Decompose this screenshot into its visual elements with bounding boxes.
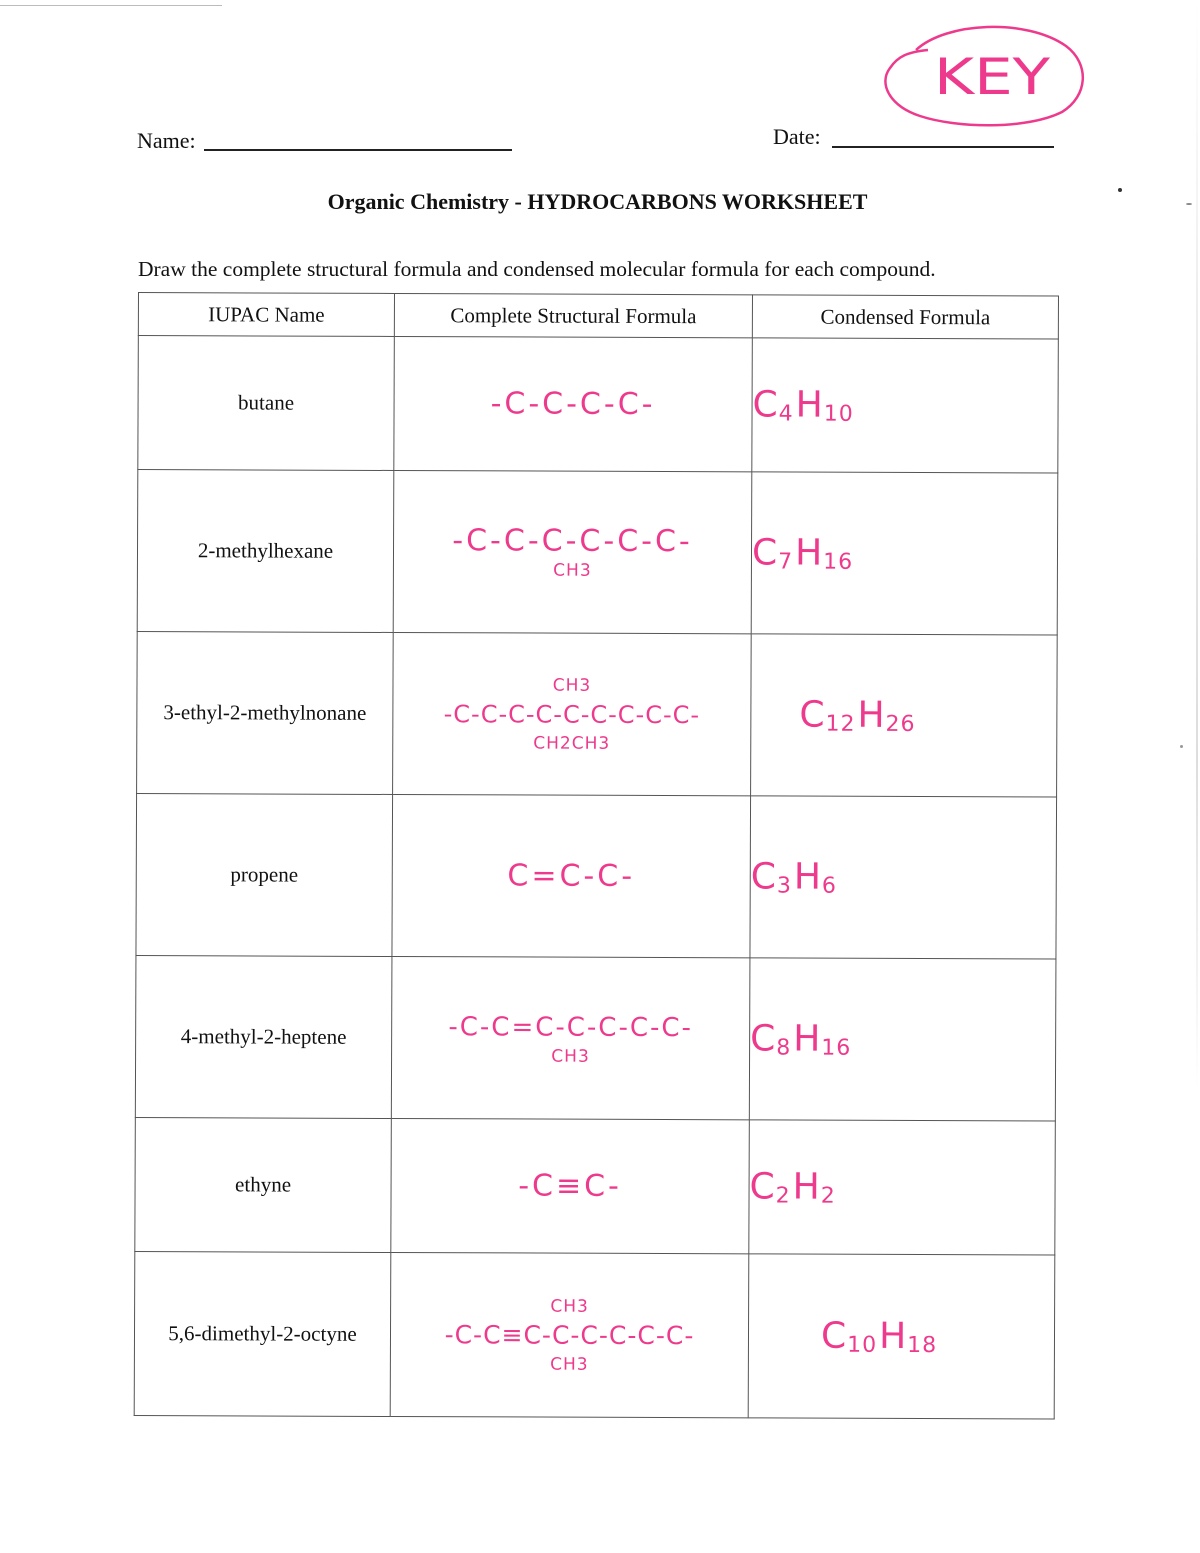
structural-formula-cell	[393, 632, 752, 795]
column-header-iupac-name: IUPAC Name	[138, 293, 394, 337]
name-field-line[interactable]	[204, 149, 512, 151]
condensed-formula-cell	[750, 796, 1057, 959]
formula-carbon-symbol: C	[750, 855, 777, 897]
formula-hydrogen-count: 10	[823, 401, 854, 427]
structure-chain: C=C-C-	[507, 857, 636, 894]
date-field-line[interactable]	[832, 146, 1054, 148]
formula-hydrogen-symbol: H	[879, 1315, 908, 1357]
answer-key-circle	[876, 12, 1092, 130]
name-label: Name:	[137, 128, 196, 153]
condensed-formula-cell	[749, 1120, 1056, 1255]
table-row	[138, 336, 1059, 474]
formula-hydrogen-count: 16	[821, 1035, 852, 1061]
formula-hydrogen-symbol: H	[793, 1018, 822, 1060]
compound-name: 3-ethyl-2-methylnonane	[137, 631, 394, 794]
compound-name: ethyne	[135, 1117, 392, 1252]
structure-chain: -C-C≡C-C-C-C-C-C-	[444, 1319, 695, 1350]
table-row	[137, 470, 1058, 636]
structural-formula-cell	[393, 470, 752, 633]
structure-chain: -C-C-C-C-	[490, 385, 656, 422]
formula-hydrogen-count: 26	[885, 711, 916, 737]
formula-hydrogen-symbol: H	[793, 856, 823, 898]
structural-formula-cell	[391, 956, 750, 1119]
structure-chain: -C-C-C-C-C-C-C-C-C-	[443, 699, 701, 729]
instructions-text: Draw the complete structural formula and condensed molecular formula for each compound.	[138, 257, 936, 281]
condensed-formula-cell	[749, 958, 1056, 1121]
formula-carbon-count: 8	[776, 1034, 792, 1061]
column-header-structural-formula: Complete Structural Formula	[394, 293, 752, 337]
scan-right-edge-shadow	[1196, 0, 1198, 1090]
structure-substituent-below: CH3	[550, 1354, 589, 1375]
table-row	[135, 955, 1056, 1121]
formula-carbon-count: 2	[775, 1182, 791, 1209]
compound-name: butane	[138, 336, 395, 471]
formula-carbon-symbol: C	[751, 531, 779, 573]
condensed-formula-cell	[748, 1254, 1055, 1419]
answer-key-text: KEY	[934, 48, 1051, 106]
formula-hydrogen-count: 16	[823, 549, 854, 575]
condensed-formula-cell	[751, 634, 1058, 797]
formula-carbon-symbol: C	[820, 1315, 848, 1357]
column-header-condensed-formula: Condensed Formula	[752, 295, 1058, 339]
structure-substituent-below: CH3	[553, 560, 592, 581]
compound-name: 4-methyl-2-heptene	[135, 955, 392, 1118]
formula-hydrogen-count: 6	[821, 873, 837, 899]
formula-hydrogen-symbol: H	[792, 1166, 821, 1208]
scan-edge-line	[0, 5, 222, 6]
table-row	[134, 1251, 1055, 1419]
table-row	[135, 1117, 1056, 1255]
answer-key-stamp	[876, 12, 1092, 130]
formula-carbon-symbol: C	[749, 1165, 776, 1207]
table-row	[137, 631, 1058, 797]
formula-carbon-count: 3	[776, 872, 792, 899]
formula-carbon-count: 4	[778, 400, 794, 427]
formula-carbon-symbol: C	[750, 1017, 777, 1059]
compound-name: 5,6-dimethyl-2-octyne	[134, 1251, 391, 1416]
formula-hydrogen-count: 2	[820, 1183, 836, 1209]
structural-formula-cell	[390, 1252, 749, 1417]
formula-carbon-symbol: C	[752, 383, 779, 425]
formula-hydrogen-symbol: H	[857, 694, 886, 736]
structural-formula-cell	[391, 1118, 750, 1253]
compound-name: propene	[136, 793, 393, 956]
formula-hydrogen-symbol: H	[795, 384, 824, 426]
structure-chain: -C-C=C-C-C-C-C-	[448, 1011, 694, 1043]
structure-substituent-above: CH3	[550, 1296, 589, 1317]
date-label: Date:	[773, 124, 821, 149]
structural-formula-cell	[392, 794, 751, 957]
formula-carbon-count: 7	[778, 548, 794, 575]
compound-table	[134, 292, 1059, 1420]
formula-hydrogen-count: 18	[907, 1332, 938, 1358]
structure-chain: -C≡C-	[518, 1167, 622, 1204]
formula-carbon-symbol: C	[799, 694, 826, 736]
table-header-row	[138, 293, 1058, 340]
compound-name: 2-methylhexane	[137, 470, 394, 633]
structure-chain: -C-C-C-C-C-C-	[452, 522, 693, 559]
worksheet-title: Organic Chemistry - HYDROCARBONS WORKSHEET	[327, 189, 868, 214]
structural-formula-cell	[394, 336, 753, 471]
structure-substituent-below: CH2CH3	[533, 733, 611, 754]
formula-hydrogen-symbol: H	[795, 532, 824, 574]
formula-carbon-count: 10	[847, 1332, 878, 1358]
formula-carbon-count: 12	[825, 711, 856, 737]
scan-speck	[1180, 745, 1183, 748]
table-row	[136, 793, 1057, 959]
structure-substituent-above: CH3	[552, 675, 592, 696]
condensed-formula-cell	[751, 472, 1058, 635]
structure-substituent-below: CH3	[551, 1046, 590, 1067]
condensed-formula-cell	[752, 338, 1059, 473]
